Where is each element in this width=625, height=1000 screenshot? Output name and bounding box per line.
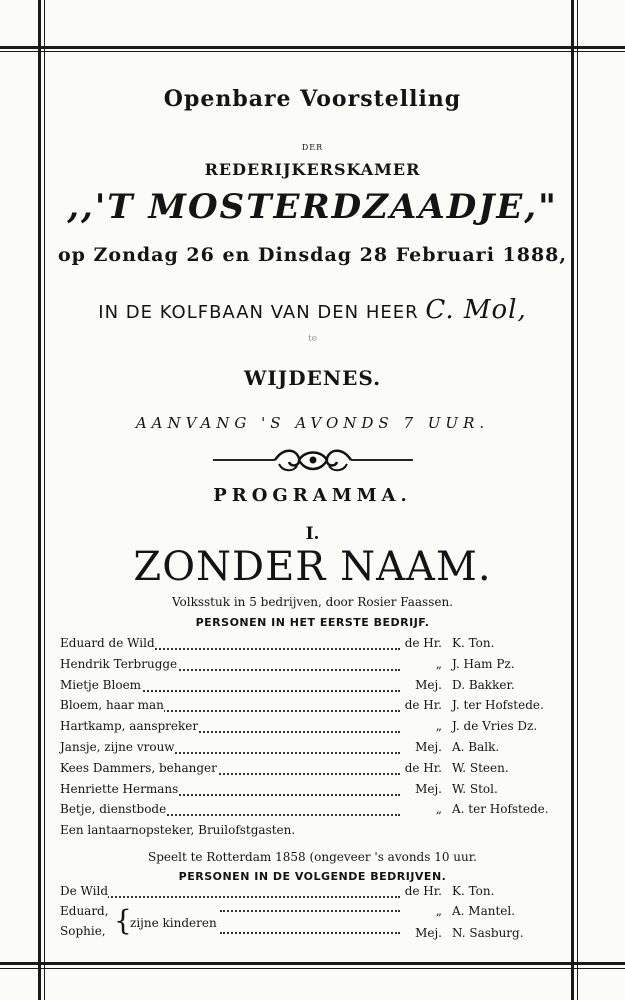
cast-actor: D. Bakker. [452,677,515,692]
cast-role: Hartkamp, aanspreker [60,719,199,734]
cast-actor: W. Steen. [452,760,509,775]
performance-note: Speelt te Rotterdam 1858 (ongeveer 's avonds 10 uur. [148,850,477,864]
children-group [60,904,560,944]
cast-actor: W. Stol. [452,781,498,796]
bottom-rule-thin [0,968,625,969]
cast-row [60,719,560,740]
cast-actor: J. de Vries Dz. [452,719,538,734]
cast-list-first-act [60,636,560,844]
cast-role: Kees Dammers, behanger [60,760,217,775]
cast-title: Mej. [415,677,442,692]
location-prefix: IN DE KOLFBAAN VAN DEN HEER [98,302,419,323]
society-title: ,,'T MOSTERDZAADJE," [67,187,558,227]
cast-row [60,740,560,761]
cast-role: Henriette Hermans [60,781,179,796]
cast-title: de Hr. [404,636,442,650]
cast-row [60,761,560,782]
cast-title: „ [435,719,442,734]
children-description: zijne kinderen [130,916,217,930]
cast-title: „ [435,802,442,817]
cast-extras: Een lantaarnopsteker, Bruilofstgasten. [60,823,296,838]
cast-title: Mej. [415,739,442,754]
cast-row [60,698,560,719]
cast-title: „ [435,904,442,918]
cast-title: Mej. [415,781,442,796]
cast-actor: N. Sasburg. [452,926,524,940]
cast-row [60,802,560,823]
dot-leader [220,910,400,912]
dot-leader [220,932,400,934]
child-role: Eduard, [60,904,109,918]
performance-dates: op Zondag 26 en Dinsdag 28 Februari 1888, [57,244,568,266]
program-heading: PROGRAMMA. [213,485,412,506]
cast-title: de Hr. [404,760,442,775]
cast-title: de Hr. [404,884,442,898]
ornament-divider [40,446,585,478]
poster-title: Openbare Voorstelling [163,86,462,112]
cast-title: Mej. [415,926,442,940]
location-host: C. Mol, [425,295,527,325]
cast-row [60,657,560,678]
cast-row [60,636,560,657]
ornament-icon [213,446,413,474]
faint-text: te [308,334,317,344]
cast-role: De Wild [60,884,109,898]
cast-list-later-acts [60,884,560,940]
cast-actor: K. Ton. [452,636,495,650]
top-rule-thin [0,51,625,52]
cast-actor: A. Mantel. [452,904,516,918]
location-line [40,295,585,325]
child-role: Sophie, [60,924,106,938]
cast-heading-first-act: PERSONEN IN HET EERSTE BEDRIJF. [195,616,430,629]
play-subtitle: Volksstuk in 5 bedrijven, door Rosier Faassen. [171,595,454,609]
cast-role: Betje, dienstbode [60,802,167,817]
brace-icon: { [114,904,132,937]
cast-row [60,782,560,803]
society-name: REDERIJKERSKAMER [204,160,421,179]
cast-actor: A. Balk. [452,739,500,754]
cast-row-extras [60,823,560,844]
part-number: I. [305,524,320,544]
cast-title: de Hr. [404,698,442,713]
cast-title: „ [435,656,442,671]
cast-role: Eduard de Wild [60,636,155,650]
cast-actor: A. ter Hofstede. [452,802,549,817]
town-name: WIJDENES. [243,366,382,390]
play-title: ZONDER NAAM. [133,544,492,590]
cast-actor: K. Ton. [452,884,495,898]
cast-role: Hendrik Terbrugge [60,656,178,671]
start-time: AANVANG 'S AVONDS 7 UUR. [135,414,490,432]
cast-row [60,884,560,905]
cast-actor: J. ter Hofstede. [452,698,544,713]
der-label: DER [301,143,324,152]
bottom-rule [0,962,625,965]
cast-role: Jansje, zijne vrouw [60,739,175,754]
cast-actor: J. Ham Pz. [452,656,515,671]
top-rule [0,46,625,49]
cast-role: Mietje Bloem [60,677,142,692]
cast-row [60,678,560,699]
cast-heading-later-acts: PERSONEN IN DE VOLGENDE BEDRIJVEN. [178,870,447,883]
cast-role: Bloem, haar man [60,698,164,713]
